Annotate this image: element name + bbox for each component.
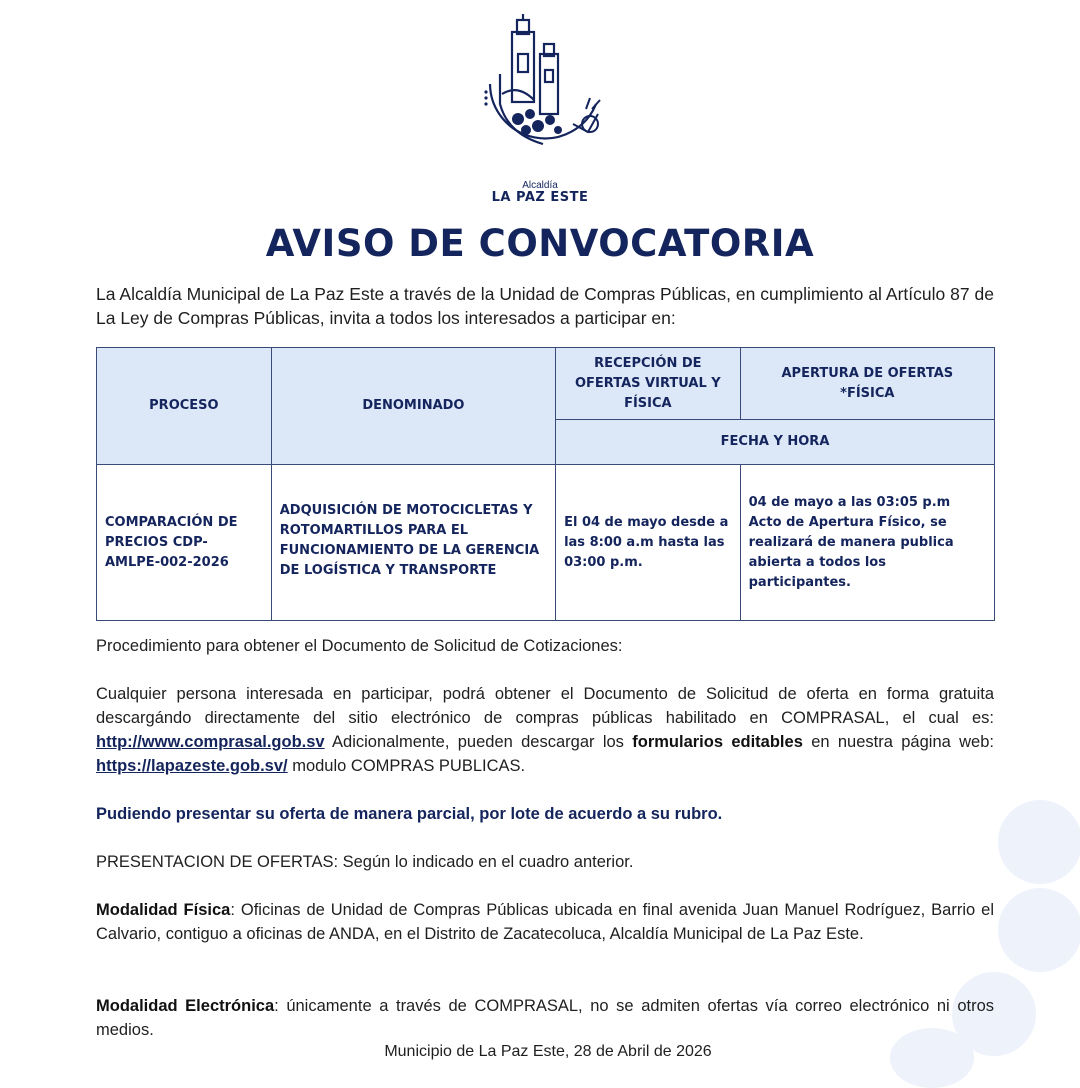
- presentacion-text: PRESENTACION DE OFERTAS: Según lo indicado en el cuadro anterior.: [96, 853, 634, 871]
- footer-date: Municipio de La Paz Este, 28 de Abril de 2026: [384, 1043, 712, 1060]
- intro-paragraph: La Alcaldía Municipal de La Paz Este a través de la Unidad de Compras Públicas, en cumplimiento al Artículo 87 de La Ley de Compras Públicas, invita a todos los interesados a participar en:: [96, 284, 994, 328]
- cell-denominado: ADQUISICIÓN DE MOTOCICLETAS Y ROTOMARTILLOS PARA EL FUNCIONAMIENTO DE LA GERENCIA DE LOGÍSTICA Y TRANSPORTE: [271, 465, 555, 621]
- modalidad-electronica-text: : únicamente a través de COMPRASAL, no se admiten ofertas vía correo electrónico ni otros medios.: [96, 997, 994, 1039]
- obtener-text-4: modulo COMPRAS PUBLICAS.: [287, 757, 526, 775]
- cell-proceso: COMPARACIÓN DE PRECIOS CDP-AMLPE-002-2026: [97, 465, 272, 621]
- cell-recepcion: El 04 de mayo desde a las 8:00 a.m hasta las 03:00 p.m.: [556, 465, 741, 621]
- header-proceso: PROCESO: [97, 348, 272, 465]
- page-title: AVISO DE CONVOCATORIA: [265, 222, 815, 265]
- convocatoria-table: [96, 347, 995, 621]
- church-logo-icon: [478, 14, 608, 174]
- procedimiento-text: Procedimiento para obtener el Documento de Solicitud de Cotizaciones:: [96, 637, 623, 655]
- modalidad-electronica-paragraph: [96, 994, 994, 1042]
- header-recepcion: RECEPCIÓN DE OFERTAS VIRTUAL Y FÍSICA: [556, 348, 741, 420]
- brand-name: LA PAZ ESTE: [491, 190, 589, 205]
- obtener-text-2: Adicionalmente, pueden descargar los: [324, 733, 633, 751]
- formularios-bold: formularios editables: [632, 733, 803, 751]
- alcaldia-label: Alcaldía: [522, 180, 558, 191]
- obtener-text-3: en nuestra página web:: [802, 733, 994, 751]
- header-fecha-hora: FECHA Y HORA: [556, 420, 995, 465]
- modalidad-electronica-label: Modalidad Electrónica: [96, 997, 275, 1015]
- header-denominado: DENOMINADO: [271, 348, 555, 465]
- modalidad-fisica-label: Modalidad Física: [96, 901, 231, 919]
- cell-apertura: 04 de mayo a las 03:05 p.m Acto de Apertura Físico, se realizará de manera publica abierta a todos los participantes.: [740, 465, 994, 621]
- obtener-text-1: Cualquier persona interesada en participar, podrá obtener el Documento de Solicitud de oferta en forma gratuita descargándo directamente del sitio electrónico de compras públicas habilitado en COMPRASAL, el cual es:: [96, 685, 994, 727]
- decor-circle-2: [998, 888, 1080, 972]
- parcial-notice: Pudiendo presentar su oferta de manera parcial, por lote de acuerdo a su rubro.: [96, 805, 723, 823]
- modalidad-fisica-text: : Oficinas de Unidad de Compras Públicas ubicada en final avenida Juan Manuel Rodríguez, Barrio el Calvario, contiguo a oficinas de ANDA, en el Distrito de Zacatecoluca, Alcaldía Municipal de La Paz Este.: [96, 901, 994, 943]
- decor-circle-1: [998, 800, 1080, 884]
- modalidad-fisica-paragraph: [96, 898, 994, 946]
- comprasal-link[interactable]: http://www.comprasal.gob.sv: [96, 733, 325, 751]
- obtener-paragraph: [96, 682, 994, 778]
- lapazeste-link[interactable]: https://lapazeste.gob.sv/: [96, 757, 288, 775]
- header-apertura: APERTURA DE OFERTAS *FÍSICA: [740, 348, 994, 420]
